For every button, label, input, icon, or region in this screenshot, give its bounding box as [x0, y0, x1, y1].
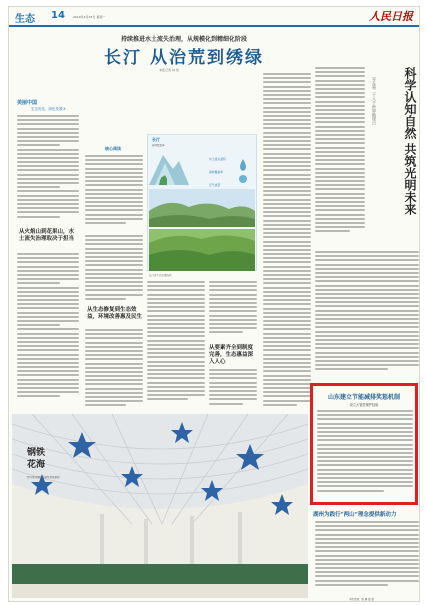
forest-photo: [149, 229, 255, 271]
article-kicker: 持续推进水土流失治理，从规模化到精细化阶段: [120, 36, 247, 43]
article-byline: 本报记者 林 旭: [159, 68, 179, 72]
infographic-stat-3: 空气质量: [209, 183, 221, 187]
article-column-2: [85, 155, 143, 231]
page-number: 14: [51, 10, 65, 21]
article-column-3: [147, 281, 205, 411]
article-column-5: [263, 73, 311, 411]
right-article-headline: 科学认知自然 共筑光明未来: [403, 67, 417, 216]
date-line: 2019年4月25日 星期一: [73, 15, 106, 19]
water-drop-icon: [237, 157, 249, 185]
article-column-2b: [85, 235, 143, 307]
hill-photo: [149, 189, 255, 227]
section-tag-sub: 生态优先、绿色发展③: [31, 107, 66, 111]
article-column-4b: [209, 369, 257, 411]
right-column-text-1: [315, 67, 365, 247]
highlighted-article-text: [317, 410, 413, 500]
subhead-3: 从要素齐全到制度完善，生态惠益深入人心: [209, 345, 254, 365]
infographic-stat-1: 水土流失面积: [209, 157, 226, 161]
infographic-stat-2: 森林覆盖率: [209, 170, 223, 174]
infographic-caption: 长汀县生态治理成效: [149, 274, 172, 277]
article-column-4: [209, 281, 257, 341]
page-footer: 本版责编：殷 鹏 瞿 磊: [349, 598, 374, 601]
right-column-text-2: [315, 251, 419, 381]
core-reading-label: 核心阅读: [105, 146, 121, 151]
infographic-title: 长汀: [152, 137, 160, 142]
newspaper-page: [8, 6, 420, 602]
subhead-1: 从火焰山到花果山，水土流失治理取决于担当: [19, 229, 75, 242]
article-column-1b: [17, 253, 79, 411]
section-tag: 美丽中国: [17, 100, 38, 106]
second-right-heading: 湖州为践行“两山”理念提供新动力: [313, 512, 397, 518]
steel-structure-photo: [12, 414, 308, 598]
photo-title: 钢铁花海: [27, 448, 46, 470]
article-headline: 长汀 从治荒到绣绿: [104, 48, 264, 68]
infographic-subtitle: 森林覆盖率: [152, 144, 165, 147]
page-header: [9, 7, 420, 27]
highlighted-article-title: 山东建立节能减排奖惩机制: [327, 394, 400, 401]
second-right-text: [315, 521, 419, 593]
steel-roof-illustration: [12, 414, 308, 598]
section-name: 生态: [15, 14, 35, 25]
mountain-illustration: [149, 147, 189, 185]
newspaper-masthead: 人民日报: [369, 10, 413, 23]
highlighted-article-subtitle: 设立大管控保护经验: [349, 403, 379, 407]
right-article-subline: 写在第二十八个世界地球日: [372, 77, 377, 125]
article-column-2c: [85, 329, 143, 411]
subhead-2: 从生态修复到生态效益，环境改善惠及民生: [87, 307, 143, 320]
article-column-1: [17, 115, 79, 227]
photo-caption: 图为某地钢结构建筑顶部景观: [27, 476, 60, 479]
